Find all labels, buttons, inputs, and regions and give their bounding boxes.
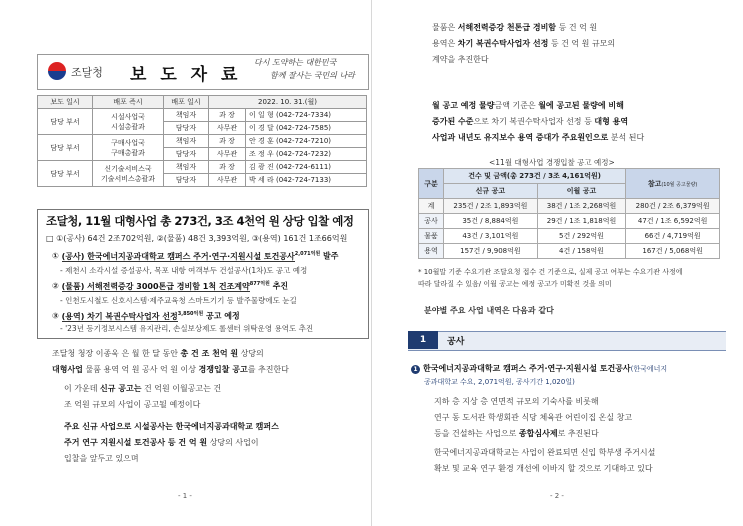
stats-table — [418, 168, 720, 259]
role: 책임자 — [164, 109, 209, 122]
contact-info-table — [37, 95, 367, 187]
row-kind: 계 — [419, 199, 444, 214]
stats-table-caption: <11월 대형사업 경쟁입찰 공고 예정> — [489, 158, 615, 167]
headline-sub-1: - 제천시 소각시설 증설공사, 목포 내항 여객부두 건설공사(1차)도 공고 예정 — [60, 266, 308, 275]
headline-sub-3: - '23년 등기정보시스템 유지관리, 손실보상제도 롤센터 위탁운영 용역도 추진 — [60, 324, 314, 333]
project-title: 1 한국에너지공과대학교 캠퍼스 주거·연구·지원시설 토건공사(한국에너지 — [411, 363, 667, 374]
row-new: 235건 / 2조 1,893억원 — [444, 199, 538, 214]
headline-item-2: ② (물품) 서해전력증강 3000톤급 경비함 1척 건조계약$^{877억원}$ 추진 — [52, 281, 289, 291]
position: 과 장 — [209, 135, 246, 148]
col-kind: 구분 — [419, 169, 444, 199]
row-new: 35건 / 8,884억원 — [444, 214, 538, 229]
slogan-line-1: 다시 도약하는 대한민국 — [254, 58, 337, 67]
dept-unit: 시설사업국 시설총괄과 — [93, 109, 164, 135]
role: 담당자 — [164, 148, 209, 161]
position: 과 장 — [209, 161, 246, 174]
role: 책임자 — [164, 135, 209, 148]
body-paragraph-2: 이 가운데 신규 공고는 건 억원 이월공고는 건 조 억원 규모의 사업이 공고될 예정이다 — [64, 384, 222, 409]
col-new: 신규 공고 — [444, 184, 538, 199]
section-name: 공사 — [447, 337, 465, 347]
section-intro: 분야별 주요 사업 내역은 다음과 같다 — [424, 306, 554, 315]
press-release-title: 보 도 자 료 — [130, 65, 242, 85]
row-ref: 66건 / 4,719억원 — [626, 229, 720, 244]
taegeuk-logo-icon — [48, 62, 66, 80]
agency-name: 조달청 — [71, 66, 103, 79]
position: 사무관 — [209, 174, 246, 187]
table-row — [419, 229, 720, 244]
p2-paragraph-1: 물품은 서해전력증강 천톤급 경비함 등 건 억 원 용역은 차기 복권수탁사업자 선정 등 건 억 원 규모의 계약을 추진한다 — [432, 23, 616, 64]
headline-sub-2: - 인천도시철도 신호시스템·제주교육청 스마트기기 등 발주물량에도 눈길 — [60, 296, 297, 305]
row-ref: 167건 / 5,068억원 — [626, 244, 720, 259]
table-row — [419, 214, 720, 229]
row-new: 157건 / 9,908억원 — [444, 244, 538, 259]
contact-name: 이 일 형 (042-724-7334) — [246, 109, 367, 122]
position: 과 장 — [209, 109, 246, 122]
col-group: 건수 및 금액(총 273건 / 3조 4,161억원) — [444, 169, 626, 184]
row-new: 43건 / 3,101억원 — [444, 229, 538, 244]
role: 책임자 — [164, 161, 209, 174]
release-label: 보도 일시 — [38, 96, 93, 109]
dept-unit: 구매사업국 구매총괄과 — [93, 135, 164, 161]
stats-footnote: * 10월말 기준 수요기관 조달요청 접수 건 기준으로, 실제 공고 여부는 수요기관 사정에 따라 달라질 수 있음/ 이월 공고는 예정 공고가 미확진 것을 의미 — [418, 268, 683, 288]
row-ref: 47건 / 1조 6,592억원 — [626, 214, 720, 229]
contact-name: 김 광 진 (042-724-6111) — [246, 161, 367, 174]
position: 사무관 — [209, 148, 246, 161]
contact-name: 박 세 라 (042-724-7133) — [246, 174, 367, 187]
dept-label: 담당 부서 — [38, 109, 93, 135]
row-ref: 280건 / 2조 6,379억원 — [626, 199, 720, 214]
distribution-label: 배포 일시 — [164, 96, 209, 109]
dept-label: 담당 부서 — [38, 135, 93, 161]
headline-item-3: ③ (용역) 차기 복권수탁사업자 선정$^{3,850억원}$ 공고 예정 — [52, 311, 240, 321]
table-row — [38, 109, 367, 122]
section-number: 1 — [408, 331, 438, 349]
role: 담당자 — [164, 174, 209, 187]
body-paragraph-3: 주요 신규 사업으로 시설공사는 한국에너지공과대학교 캠퍼스 주거 연구 지원시설 토건공사 등 건 억 원 상당의 사업이 입찰을 앞두고 있으며 — [64, 422, 279, 463]
contact-name: 안 경 훈 (042-724-7210) — [246, 135, 367, 148]
release-date-row — [38, 96, 367, 109]
row-kind: 물품 — [419, 229, 444, 244]
table-row — [419, 244, 720, 259]
project-number-icon: 1 — [411, 365, 420, 374]
row-carry: 38건 / 1조 2,268억원 — [537, 199, 625, 214]
project-subtitle: 공과대학교 수요, 2,071억원, 공사기간 1,020일) — [424, 378, 575, 386]
col-ref: 참고(10월 공고물량) — [626, 169, 720, 199]
table-row — [38, 135, 367, 148]
table-row — [38, 161, 367, 174]
row-kind: 공사 — [419, 214, 444, 229]
project-paragraph-2: 한국에너지공과대학교는 사업이 완료되면 신입 학부생 주거시설 확보 및 교육 연구 환경 개선에 이바지 할 것으로 기대하고 있다 — [434, 448, 656, 473]
dept-unit: 신기술서비스국 기술서비스총괄과 — [93, 161, 164, 187]
body-paragraph-1: 조달청 청장 이종욱 은 월 한 달 동안 총 건 조 천억 원 상당의 대형사업 물품 용역 억 원 공사 억 원 이상 경쟁입찰 공고를 추진한다 — [52, 349, 289, 374]
headline-item-1: ① (공사) 한국에너지공과대학교 캠퍼스 주거·연구·지원시설 토건공사$^{2,071억원}$ 발주 — [52, 251, 339, 261]
contact-name: 조 정 우 (042-724-7232) — [246, 148, 367, 161]
project-paragraph-1: 지하 층 지상 층 연면적 규모의 기숙사를 비롯해 연구 동 도서관 학생회관 식당 체육관 어린이집 온실 창고 등을 건설하는 사업으로 종합심사제로 추진된다 — [434, 397, 633, 438]
release-value: 배포 즉시 — [93, 96, 164, 109]
page-number-1: - 1 - — [178, 492, 192, 500]
page-number-2: - 2 - — [550, 492, 564, 500]
page-divider — [371, 0, 372, 526]
row-carry: 4건 / 158억원 — [537, 244, 625, 259]
row-carry: 5건 / 292억원 — [537, 229, 625, 244]
position: 사무관 — [209, 122, 246, 135]
slogan-line-2: 함께 잘사는 국민의 나라 — [270, 71, 355, 80]
distribution-value: 2022. 10. 31.(월) — [209, 96, 367, 109]
row-carry: 29건 / 1조 1,818억원 — [537, 214, 625, 229]
contact-name: 이 경 달 (042-724-7585) — [246, 122, 367, 135]
headline-summary: □ ①(공사) 64건 2조702억원, ②(물품) 48건 3,393억원, ③(용역) 161건 1조66억원 — [46, 234, 348, 243]
dept-label: 담당 부서 — [38, 161, 93, 187]
col-carry: 이월 공고 — [537, 184, 625, 199]
headline-title: 조달청, 11월 대형사업 총 273건, 3조 4천억 원 상당 입찰 예정 — [46, 214, 354, 228]
row-kind: 용역 — [419, 244, 444, 259]
p2-highlight-paragraph: 월 공고 예정 물량금액 기준은 월에 공고된 물량에 비해 증가된 수준으로 차기 복권수탁사업자 선정 등 대형 용역 사업과 내년도 유지보수 용역 증대가 주요원인으로 분석 된다 — [432, 101, 645, 142]
role: 담당자 — [164, 122, 209, 135]
table-row — [419, 199, 720, 214]
